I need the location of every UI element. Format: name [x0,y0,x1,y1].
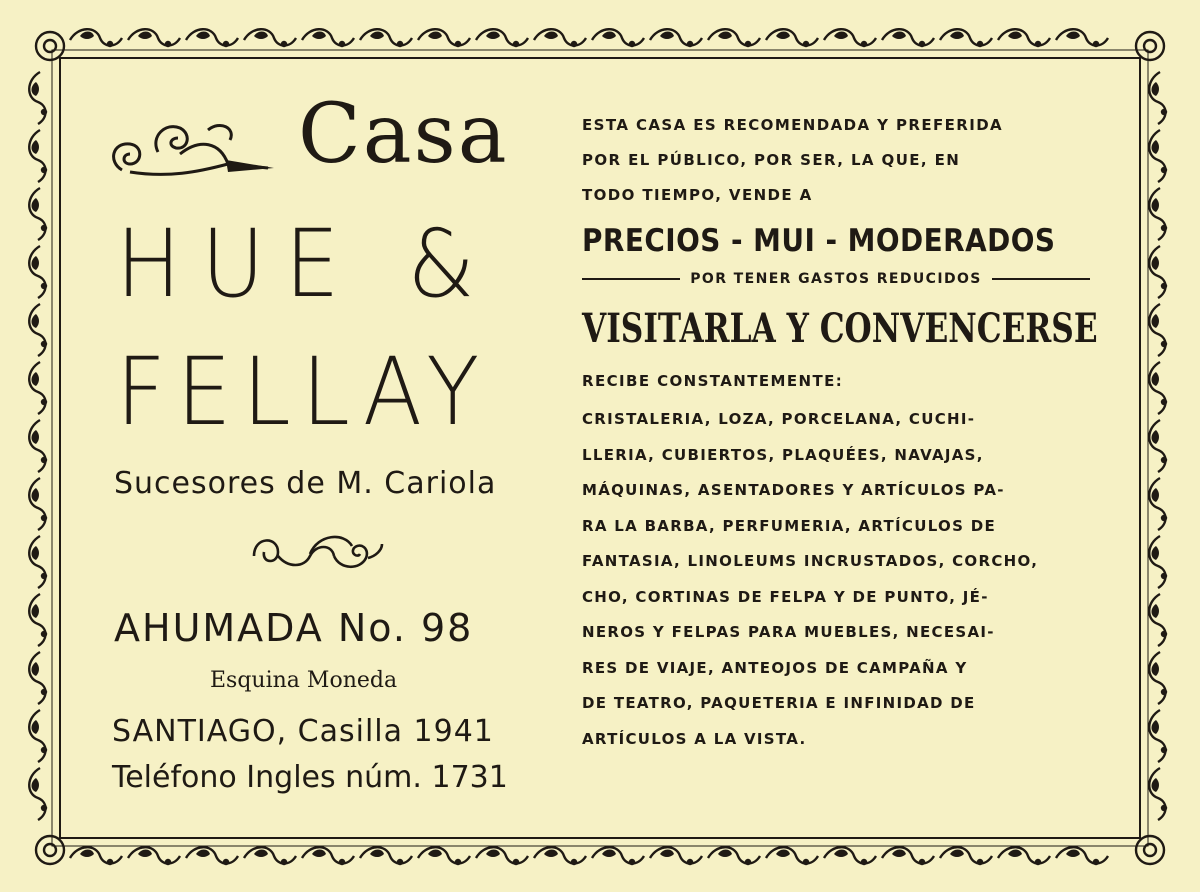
reduced-costs-row [582,271,1090,287]
corner-street: Esquina Moneda [210,668,398,693]
scroll-flourish-icon [108,108,278,188]
intro-paragraph: ESTA CASA ES RECOMENDADA Y PREFERIDA POR EL PÚBLICO, POR SER, LA QUE, EN TODO TIEMPO, VENDE A [582,116,1004,204]
top-vine-band [70,29,1108,47]
products-line: DE TEATRO, PAQUETERIA E INFINIDAD DE [582,694,976,712]
products-line: NEROS Y FELPAS PARA MUEBLES, NECESAI- [582,623,995,641]
products-line: RES DE VIAJE, ANTEOJOS DE CAMPAÑA Y [582,658,968,677]
prices-headline: PRECIOS - MUI - MODERADOS [582,223,1056,259]
street-address: AHUMADA No. 98 [114,606,474,650]
scroll-flourish-icon [248,528,388,578]
products-line: LLERIA, CUBIERTOS, PLAQUÉES, NAVAJAS, [582,445,984,464]
products-line: MÁQUINAS, ASENTADORES Y ARTÍCULOS PA- [582,481,1005,499]
hue-ampersand-heading: HUE & [116,210,496,319]
divider-rule-right [992,278,1090,280]
products-line: CRISTALERIA, LOZA, PORCELANA, CUCHI- [582,410,976,428]
right-column [582,108,1098,757]
fellay-heading: FELLAY [116,338,491,447]
casa-heading: Casa [298,87,509,182]
products-line: CHO, CORTINAS DE FELPA Y DE PUNTO, JÉ- [582,587,989,606]
products-line: FANTASIA, LINOLEUMS INCRUSTADOS, CORCHO, [582,552,1039,570]
successors-line: Sucesores de M. Cariola [114,466,497,501]
visit-headline: VISITARLA Y CONVENCERSE [582,305,1098,352]
reduced-costs-text: POR TENER GASTOS REDUCIDOS [690,271,982,287]
products-line: ARTÍCULOS A LA VISTA. [582,729,807,748]
bottom-vine-band [70,847,1108,865]
products-line: RA LA BARBA, PERFUMERIA, ARTÍCULOS DE [582,516,997,535]
divider-rule-left [582,278,680,280]
right-vine-band [1149,72,1167,820]
left-vine-band [29,72,47,820]
products-list [582,402,1090,757]
receives-label: RECIBE CONSTANTEMENTE: [582,372,844,390]
phone-number: Teléfono Ingles núm. 1731 [112,760,508,795]
city-po-box: SANTIAGO, Casilla 1941 [112,714,494,749]
